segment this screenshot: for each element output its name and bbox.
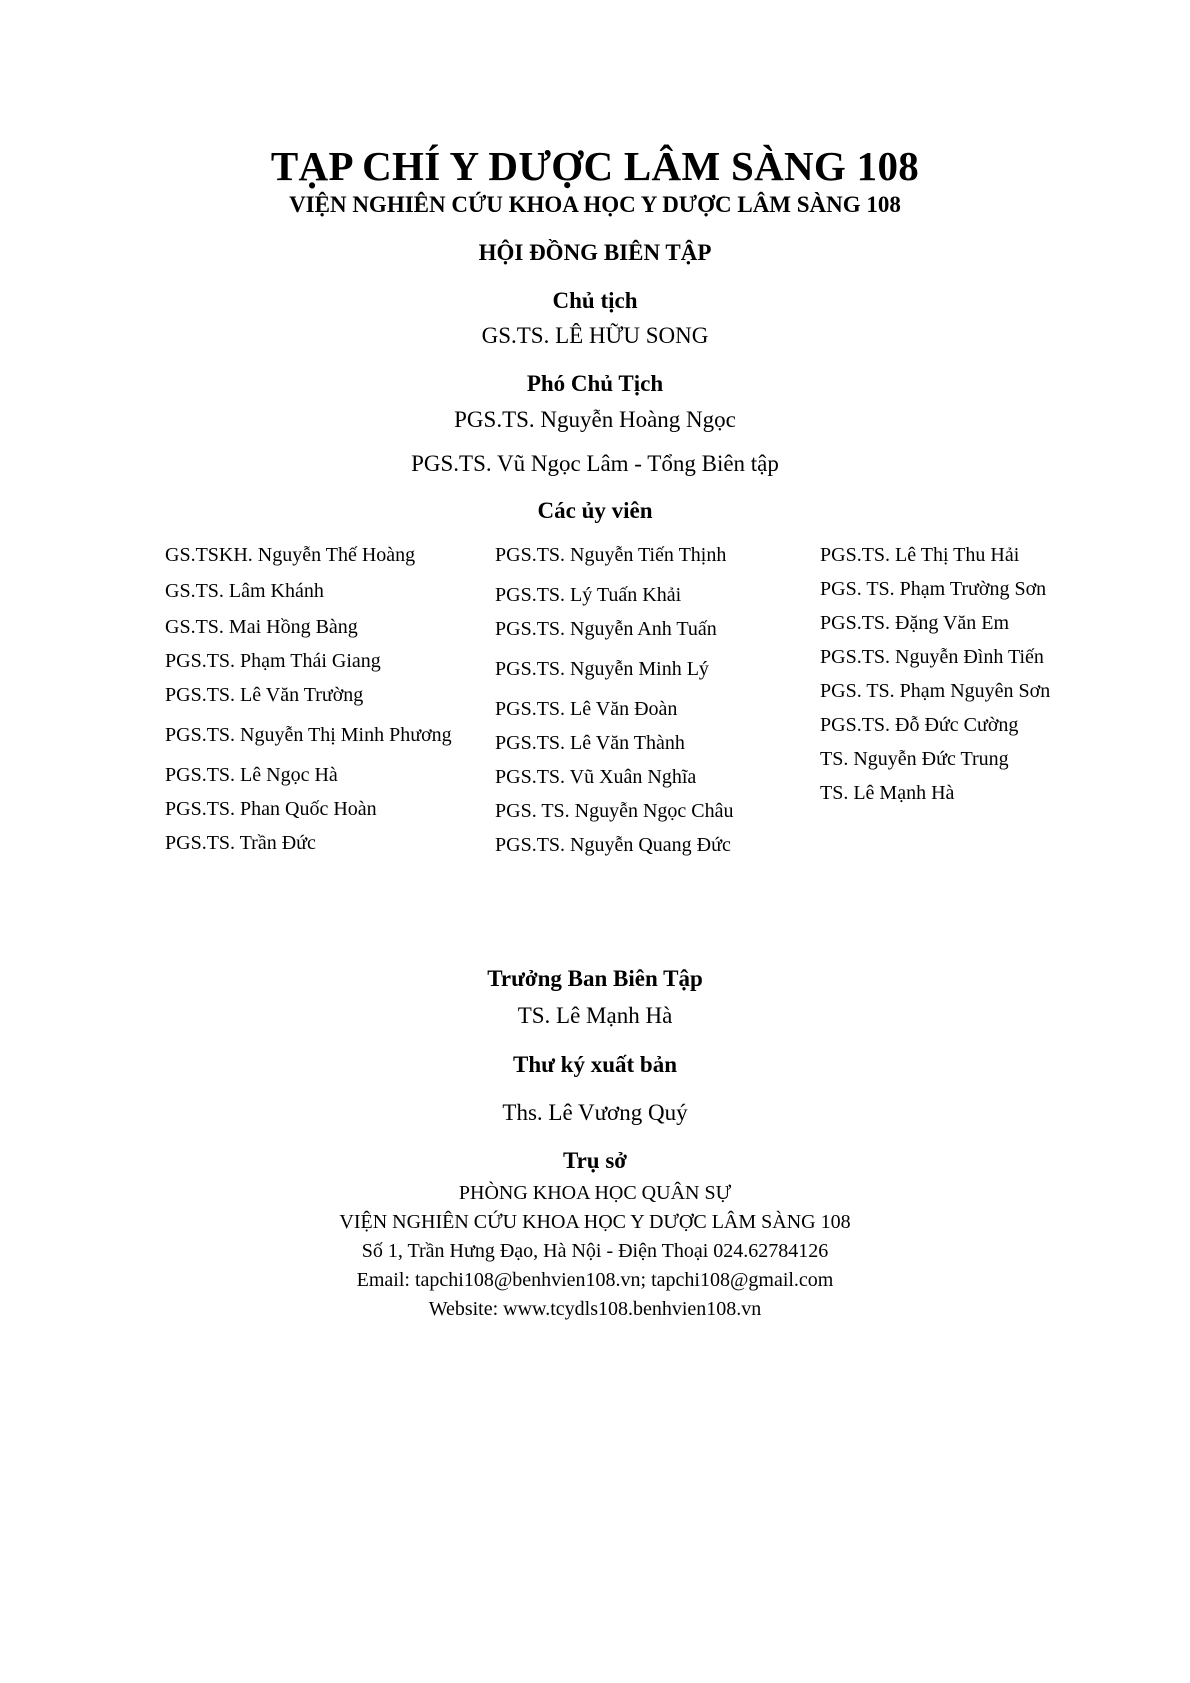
member-name: PGS.TS. Nguyễn Minh Lý <box>495 658 709 680</box>
vice-chairman-2: PGS.TS. Vũ Ngọc Lâm - Tổng Biên tập <box>411 451 779 476</box>
member-name: TS. Nguyễn Đức Trung <box>820 748 1009 770</box>
member-name: GS.TSKH. Nguyễn Thế Hoàng <box>165 544 416 566</box>
hq-email: Email: tapchi108@benhvien108.vn; tapchi108@gmail.com <box>356 1269 834 1291</box>
member-name: TS. Lê Mạnh Hà <box>820 782 955 804</box>
editorial-head-label: Trưởng Ban Biên Tập <box>487 966 703 991</box>
hq-address: Số 1, Trần Hưng Đạo, Hà Nội - Điện Thoại 024.62784126 <box>361 1240 829 1262</box>
member-name: PGS.TS. Phạm Thái Giang <box>165 650 381 672</box>
member-name: PGS.TS. Lê Văn Đoàn <box>495 698 678 720</box>
journal-title: TẠP CHÍ Y DƯỢC LÂM SÀNG 108 <box>270 143 920 189</box>
member-name: GS.TS. Lâm Khánh <box>165 580 324 602</box>
member-name: PGS.TS. Lý Tuấn Khải <box>495 584 682 606</box>
hq-website: Website: www.tcydls108.benhvien108.vn <box>428 1298 762 1320</box>
member-name: PGS.TS. Phan Quốc Hoàn <box>165 798 377 820</box>
member-name: PGS.TS. Lê Văn Thành <box>495 732 685 754</box>
vice-chairman-label: Phó Chủ Tịch <box>526 371 664 396</box>
member-name: PGS. TS. Phạm Trường Sơn <box>820 578 1047 600</box>
member-name: PGS.TS. Đặng Văn Em <box>820 612 1010 634</box>
members-label: Các ủy viên <box>537 498 653 523</box>
member-name: PGS.TS. Nguyễn Quang Đức <box>495 834 731 856</box>
member-name: PGS. TS. Nguyễn Ngọc Châu <box>495 800 734 822</box>
chairman-name: GS.TS. LÊ HỮU SONG <box>481 323 709 348</box>
hq-department: PHÒNG KHOA HỌC QUÂN SỰ <box>458 1182 732 1204</box>
editorial-head-name: TS. Lê Mạnh Hà <box>517 1003 673 1028</box>
member-name: PGS.TS. Đỗ Đức Cường <box>820 714 1019 736</box>
member-name: PGS.TS. Nguyễn Anh Tuấn <box>495 618 717 640</box>
member-name: PGS.TS. Lê Thị Thu Hải <box>820 544 1020 566</box>
secretary-name: Ths. Lê Vương Quý <box>502 1100 688 1125</box>
member-name: PGS.TS. Nguyễn Thị Minh Phương <box>165 724 452 746</box>
headquarters-label: Trụ sở <box>562 1148 628 1173</box>
member-name: PGS.TS. Trần Đức <box>165 832 316 854</box>
member-name: PGS.TS. Lê Ngọc Hà <box>165 764 338 786</box>
board-heading: HỘI ĐỒNG BIÊN TẬP <box>478 240 712 265</box>
vice-chairman-1: PGS.TS. Nguyễn Hoàng Ngọc <box>454 407 736 432</box>
chairman-label: Chủ tịch <box>552 288 638 313</box>
member-name: PGS.TS. Lê Văn Trường <box>165 684 364 706</box>
hq-institute: VIỆN NGHIÊN CỨU KHOA HỌC Y DƯỢC LÂM SÀNG 108 <box>339 1211 851 1233</box>
member-name: GS.TS. Mai Hồng Bàng <box>165 616 358 638</box>
member-name: PGS.TS. Nguyễn Tiến Thịnh <box>495 544 727 566</box>
member-name: PGS.TS. Nguyễn Đình Tiến <box>820 646 1044 668</box>
institute-name: VIỆN NGHIÊN CỨU KHOA HỌC Y DƯỢC LÂM SÀNG 108 <box>289 192 901 217</box>
member-name: PGS. TS. Phạm Nguyên Sơn <box>820 680 1051 702</box>
secretary-label: Thư ký xuất bản <box>512 1052 677 1077</box>
member-name: PGS.TS. Vũ Xuân Nghĩa <box>495 766 697 788</box>
